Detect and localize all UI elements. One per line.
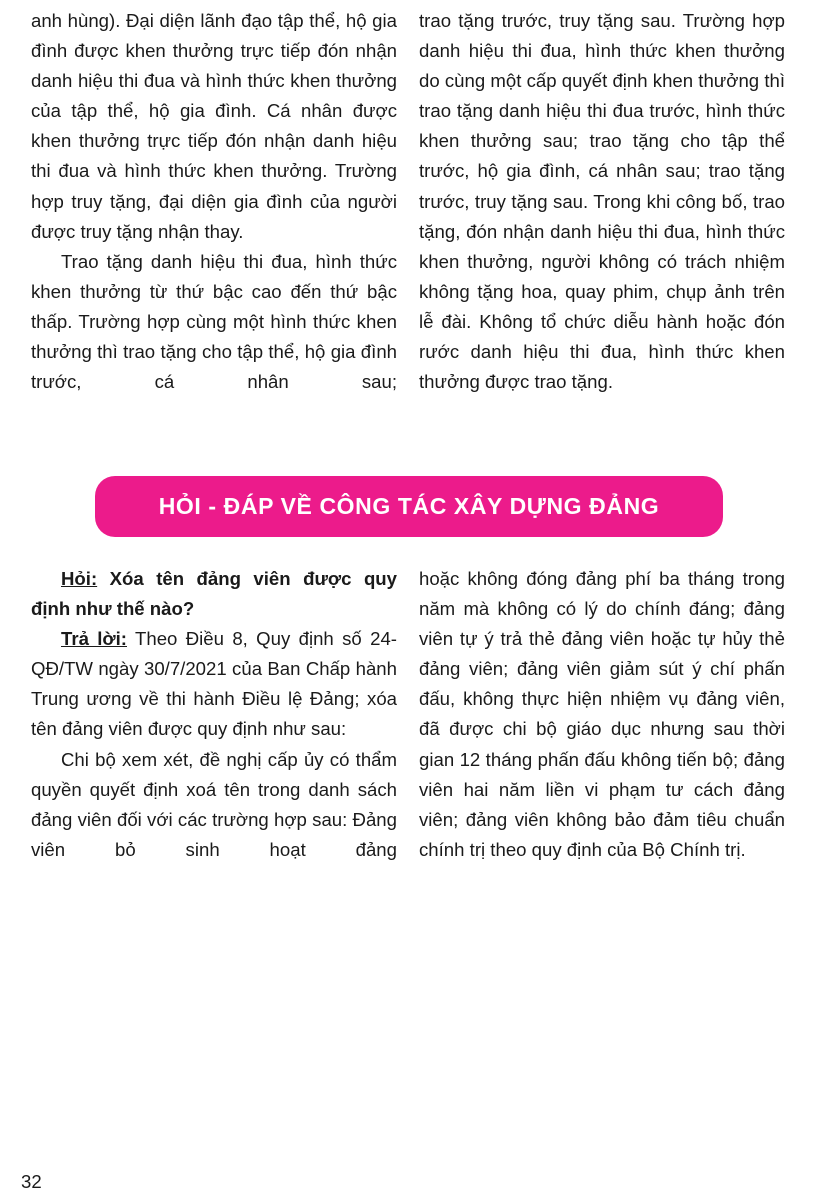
question-paragraph: [31, 564, 397, 624]
question-text: Xóa tên đảng viên được quy định như thế nào?: [31, 568, 397, 620]
top-right-paragraph: trao tặng trước, truy tặng sau. Trường hợp danh hiệu thi đua, hình thức khen thưởng do cùng một cấp quyết định khen thưởng thì trao tặng danh hiệu thi đua trước, hình thức khen thưởng sau; trao tặng cho tập thể trước, hộ gia đình, cá nhân sau; trao tặng trước, truy tặng sau. Trong khi công bố, trao tặng, đón nhận danh hiệu thi đua, hình thức khen thưởng, người không có trách nhiệm không tặng hoa, quay phim, chụp ảnh trên lễ đài. Không tổ chức diễu hành hoặc đón rước danh hiệu thi đua, hình thức khen thưởng được trao tặng.: [419, 10, 785, 393]
question-label: Hỏi:: [61, 568, 98, 589]
qa-right-paragraph: hoặc không đóng đảng phí ba tháng trong năm mà không có lý do chính đáng; đảng viên tự ý trả thẻ đảng viên hoặc tự hủy thẻ đảng viên; đảng viên giảm sút ý chí phấn đấu, không thực hiện nhiệm vụ đảng viên, đã được chi bộ giáo dục nhưng sau thời gian 12 tháng phấn đấu không tiến bộ; đảng viên hai năm liền vi phạm tư cách đảng viên; đảng viên không bảo đảm tiêu chuẩn chính trị theo quy định của Bộ Chính trị.: [419, 568, 785, 860]
top-article-columns: [31, 6, 785, 397]
answer-paragraph: [31, 624, 397, 744]
section-banner-title: HỎI - ĐÁP VỀ CÔNG TÁC XÂY DỰNG ĐẢNG: [158, 493, 660, 519]
page-number: 32: [21, 1171, 42, 1192]
answer-text: Theo Điều 8, Quy định số 24-QĐ/TW ngày 30/7/2021 của Ban Chấp hành Trung ương về thi hành Điều lệ Đảng; xóa tên đảng viên được quy định như sau:: [31, 628, 397, 740]
top-right-column: [419, 6, 785, 397]
section-banner: [95, 476, 723, 537]
answer-label: Trả lời:: [61, 628, 127, 650]
top-left-paragraph-2: Trao tặng danh hiệu thi đua, hình thức khen thưởng từ thứ bậc cao đến thứ bậc thấp. Trường hợp cùng một hình thức khen thưởng thì trao tặng cho tập thể, hộ gia đình trước, cá nhân sau;: [31, 250, 397, 393]
top-left-column: [31, 6, 397, 397]
qa-left-column: [31, 564, 397, 865]
qa-right-column: [419, 564, 785, 865]
qa-left-paragraph-3: Chi bộ xem xét, đề nghị cấp ủy có thẩm quyền quyết định xoá tên trong danh sách đảng viên đối với các trường hợp sau: Đảng viên bỏ sinh hoạt đảng: [31, 748, 397, 860]
qa-columns: [31, 564, 785, 865]
top-left-paragraph-1: anh hùng). Đại diện lãnh đạo tập thể, hộ gia đình được khen thưởng trực tiếp đón nhận danh hiệu thi đua và hình thức khen thưởng của tập thể, hộ gia đình. Cá nhân được khen thưởng trực tiếp đón nhận danh hiệu thi đua và hình thức khen thưởng. Trường hợp truy tặng, đại diện gia đình của người được truy tặng nhận thay.: [31, 10, 397, 242]
